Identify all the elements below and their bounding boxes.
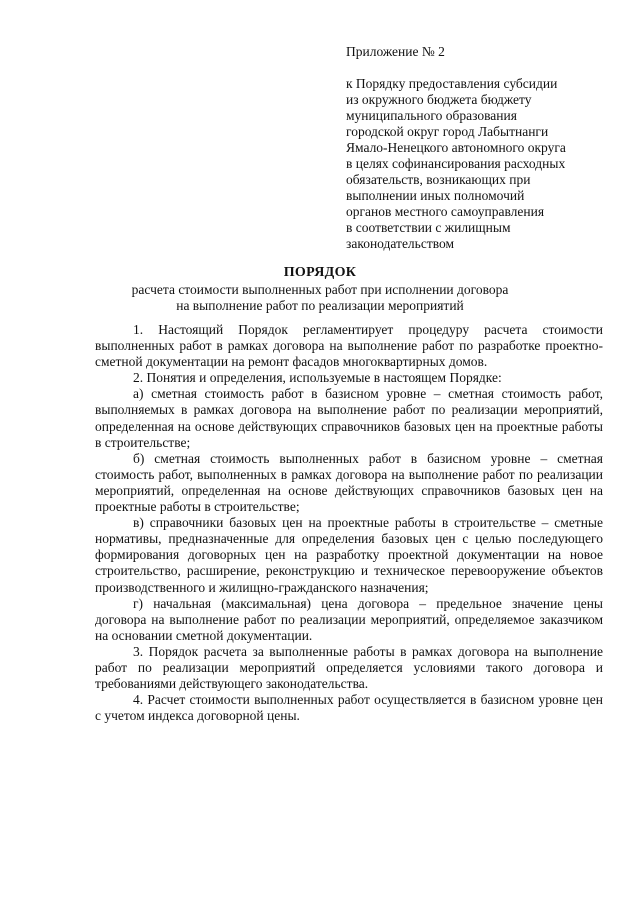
appendix-line: к Порядку предоставления субсидии: [346, 76, 558, 91]
paragraph-2: 2. Понятия и определения, используемые в настоящем Порядке:: [133, 370, 502, 386]
appendix-line: в целях софинансирования расходных: [346, 156, 566, 171]
appendix-line: городской округ город Лабытнанги: [346, 124, 549, 139]
document-title: ПОРЯДОК: [283, 265, 357, 280]
paragraph-2a: а) сметная стоимость работ в базисном уровне – сметная стоимость работ, выполняемых в рамках договора на выполнение работ по реализации мероприятий, определенная на основе действующих справочников базовых цен на проектные работы в строительстве;: [95, 386, 603, 450]
appendix-line: из окружного бюджета бюджету: [346, 92, 532, 107]
appendix-line: Ямало-Ненецкого автономного округа: [346, 140, 566, 155]
paragraph-2d: г) начальная (максимальная) цена договора – предельное значение цены договора на выполнение работ по реализации мероприятий, определяемое заказчиком на основании сметной документации.: [95, 595, 603, 643]
paragraph-3: 3. Порядок расчета за выполненные работы в рамках договора на выполнение работ по реализации мероприятий определяется условиями такого договора и требованиями действующего законодательства.: [95, 643, 603, 692]
paragraph-1: 1. Настоящий Порядок регламентирует процедуру расчета стоимости выполненных работ в рамках договора на выполнение работ по разработке проектно-сметной документации на ремонт фасадов многоквартирных домов.: [95, 322, 603, 370]
appendix-line: обязательств, возникающих при: [346, 172, 531, 187]
appendix-line: в соответствии с жилищным: [346, 220, 511, 235]
paragraph-4: 4. Расчет стоимости выполненных работ осуществляется в базисном уровне цен с учетом индекса договорной цены.: [95, 692, 603, 724]
document-body: [95, 322, 603, 724]
subtitle-line: расчета стоимости выполненных работ при исполнении договора: [131, 282, 509, 297]
appendix-line: выполнении иных полномочий: [346, 188, 525, 203]
paragraph-2c: в) справочники базовых цен на проектные работы в строительстве – сметные нормативы, предназначенные для определения базовых цен с целью последующего формирования договорных цен на разработку проектной документации на новое строительство, расширение, реконструкцию и техническое перевооружение объектов производственного и жилищно-гражданского назначения;: [95, 515, 603, 595]
paragraph-2b: б) сметная стоимость выполненных работ в базисном уровне – сметная стоимость работ, выполненных в рамках договора на выполнение работ по реализации мероприятий, определенная на основе действующих справочников базовых цен на проектные работы в строительстве;: [95, 450, 603, 515]
subtitle-line: на выполнение работ по реализации мероприятий: [176, 298, 464, 313]
appendix-line: органов местного самоуправления: [346, 204, 545, 219]
appendix-title: Приложение № 2: [346, 44, 445, 59]
appendix-line: муниципального образования: [346, 108, 517, 123]
appendix-header: [346, 44, 566, 252]
appendix-line: законодательством: [346, 236, 455, 251]
document-subtitle: [0, 282, 640, 314]
